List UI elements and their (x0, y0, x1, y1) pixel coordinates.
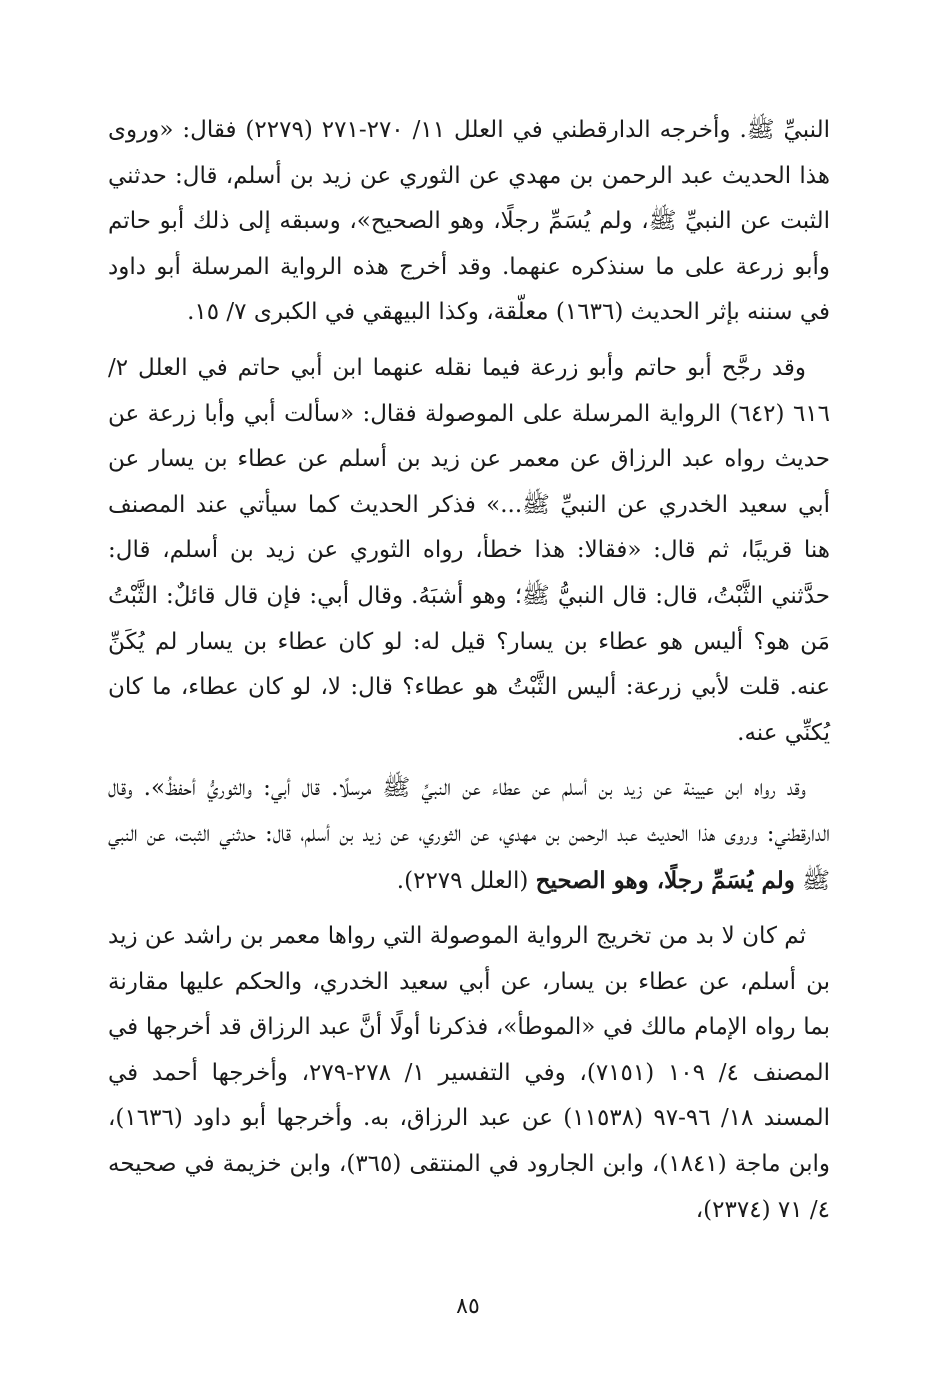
paragraph-3-bold-text: ولم يُسَمِّ رجلًا، وهو الصحيح (535, 866, 795, 894)
paragraph-4-text: ثم كان لا بد من تخريج الرواية الموصولة التي رواها معمر بن راشد عن زيد بن أسلم، عن عطاء بن يسار، عن أبي سعيد الخدري، والحكم عليها مقارنة بما رواه الإمام مالك في «الموطأ»، فذكرنا أولًا أنَّ عبد الرزاق قد أخرجها في المصنف ٤/ ١٠٩ (٧١٥١)، وفي التفسير ١/ ٢٧٨-٢٧٩، وأخرجها أحمد في المسند ١٨/ ٩٦-٩٧ (١١٥٣٨) عن عبد الرزاق، به. وأخرجها أبو داود (١٦٣٦)، وابن ماجة (١٨٤١)، وابن الجارود في المنتقى (٣٦٥)، وابن خزيمة في صحيحه ٤/ ٧١ (٢٣٧٤)، (108, 923, 831, 1223)
page-number: ٨٥ (456, 1294, 480, 1319)
paragraph-3-text-a: وقد رواه ابن عيينة عن زيد بن أسلم عن عطاء عن النبيِّ ﷺ مرسلًا. قال أبي: والثوريُّ أحفظُ». وقال الدارقطني: وروى هذا الحديث عبد الرحمن بن مهدي، عن الثوري، عن زيد بن أسلم، قال: حدثني الثبت، عن النبي ﷺ (108, 775, 830, 894)
paragraph-2-text: وقد رجَّح أبو حاتم وأبو زرعة فيما نقله عنهما ابن أبي حاتم في العلل ٢/ ٦١٦ (٦٤٢) الرواية المرسلة على الموصولة فقال: «سألت أبي وأبا زرعة عن حديث رواه عبد الرزاق عن معمر عن زيد بن أسلم عن عطاء بن يسار عن أبي سعيد الخدري عن النبيِّ ﷺ...» فذكر الحديث كما سيأتي عند المصنف هنا قريبًا، ثم قال: «فقالا: هذا خطأ، رواه الثوري عن زيد بن أسلم، قال: حدَّثني الثَّبْتُ، قال: قال النبيُّ ﷺ؛ وهو أشبَهُ. وقال أبي: فإن قال قائلٌ: الثَّبْتُ مَن هو؟ أليس هو عطاء بن يسار؟ قيل له: لو كان عطاء بن يسار لم يُكَنِّ عنه. قلت لأبي زرعة: أليس الثَّبْتُ هو عطاء؟ قال: لا، لو كان عطاء، ما كان يُكنِّي عنه. (108, 354, 830, 746)
body-text (108, 108, 830, 1243)
paragraph-3 (108, 766, 830, 904)
paragraph-4 (108, 914, 830, 1233)
paragraph-3-text-b: (العلل ٢٢٧٩). (396, 867, 536, 894)
paragraph-1 (108, 108, 830, 336)
paragraph-2 (108, 346, 830, 756)
paragraph-1-text: النبيِّ ﷺ. وأخرجه الدارقطني في العلل ١١/ ٢٧٠-٢٧١ (٢٢٧٩) فقال: «وروى هذا الحديث عبد الرحمن بن مهدي عن الثوري عن زيد بن أسلم، قال: حدثني الثبت عن النبيِّ ﷺ، ولم يُسَمِّ رجلًا، وهو الصحيح»، وسبقه إلى ذلك أبو حاتم وأبو زرعة على ما سنذكره عنهما. وقد أخرج هذه الرواية المرسلة أبو داود في سننه بإثر الحديث (١٦٣٦) معلّقة، وكذا البيهقي في الكبرى ٧/ ١٥. (108, 117, 830, 326)
